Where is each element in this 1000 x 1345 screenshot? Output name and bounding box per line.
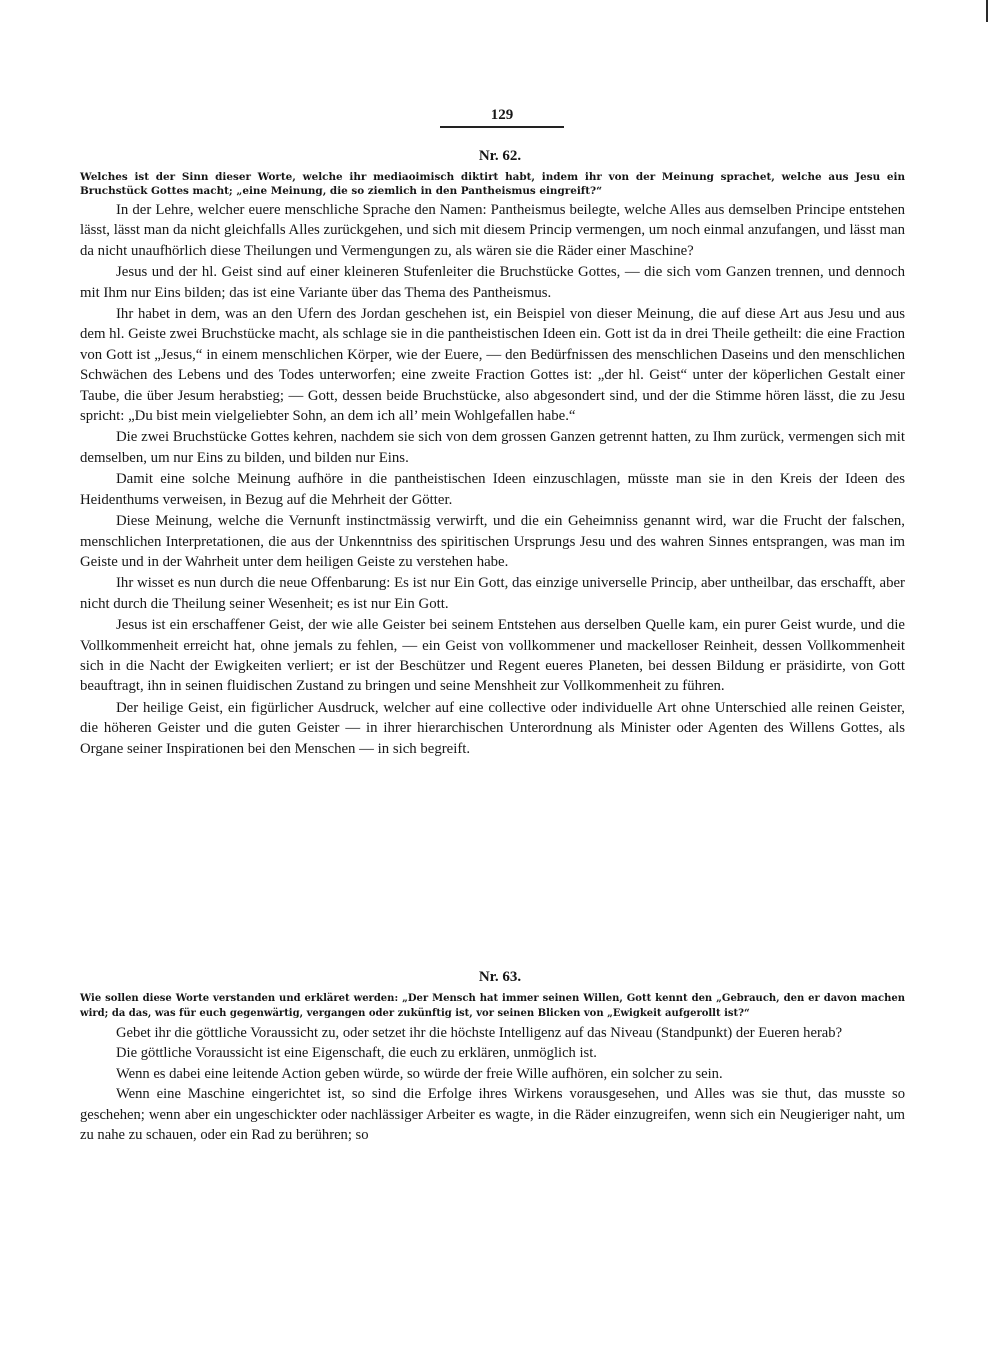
section-nr-63 <box>0 967 1000 1145</box>
header-rule <box>440 126 564 128</box>
paragraph: Jesus und der hl. Geist sind auf einer kleineren Stufenleiter die Bruchstücke Gottes, — die sich vom Ganzen trennen, und dennoch mit Ihm nur Eins bilden; das ist eine Variante über das Thema des Pantheismus. <box>80 264 905 301</box>
section-question: Wie sollen diese Worte verstanden und erkläret werden: „Der Mensch hat immer seinen Willen, Gott kennt den „Gebrauch, den er davon machen wird; da das, was für euch gegenwärtig, vergangen oder zukünftig ist, vor seinen Blicken von „Ewigkeit aufgerollt ist?“ <box>80 993 905 1019</box>
page-number: 129 <box>490 107 514 123</box>
paragraph: Die göttliche Voraussicht ist eine Eigenschaft, die euch zu erklären, unmöglich ist. <box>116 1045 597 1062</box>
section-nr-62 <box>0 146 1000 759</box>
paragraph: Wenn es dabei eine leitende Action geben würde, so würde der freie Wille aufhören, ein solcher zu sein. <box>116 1065 723 1082</box>
paragraph: Wenn eine Maschine eingerichtet ist, so sind die Erfolge ihres Wirkens vorausgesehen, und Alles was sie thut, das musste so geschehen; wenn aber ein ungeschickter oder nachlässiger Arbeiter es wagte, in die Räder einzugreifen, wenn sich ein Neugieriger naht, um zu nahe zu schauen, oder ein Rad zu berühren; so <box>80 1086 905 1144</box>
section-heading: Nr. 63. <box>478 969 522 985</box>
paragraph: Gebet ihr die göttliche Voraussicht zu, oder setzet ihr die höchste Intelligenz auf das Niveau (Standpunkt) der Eueren herab? <box>116 1025 843 1041</box>
paragraph: Ihr wisset es nun durch die neue Offenbarung: Es ist nur Ein Gott, das einzige universelle Princip, aber untheilbar, das erschafft, aber nicht durch die Theilung seiner Wesenheit; es ist nur Ein Gott. <box>80 575 905 612</box>
paragraph: Jesus ist ein erschaffener Geist, der wie alle Geister bei seinem Entstehen aus derselben Quelle kam, ein purer Geist wurde, und die Vollkommenheit erreicht hat, ohne jemals zu fehlen, — ein Geist von vollkommener und mackelloser Reinheit, dessen Vollkommenheit sich in die Nacht der Ewigkeiten verliert; er ist der Beschützer und Regent eueres Planeten, bei dessen Bildung er präsidirte, von Gott beauftragt, ihn in seinen fluidischen Zustand zu bringen und seine Menshheit zur Vollkommenheit zu führen. <box>80 617 905 695</box>
section-heading: Nr. 62. <box>478 148 522 164</box>
section-question: Welches ist der Sinn dieser Worte, welche ihr mediaoimisch diktirt habt, indem ihr von der Meinung sprachet, welche aus Jesu ein Bruchstück Gottes macht; „eine Meinung, die so ziemlich in den Pantheismus eingreift?“ <box>80 171 905 197</box>
paragraph: Die zwei Bruchstücke Gottes kehren, nachdem sie sich von dem grossen Ganzen getrennt hatten, zu Ihm zurück, vermengen sich mit demselben, um nur Eins zu bilden, und bilden nur Eins. <box>80 429 905 466</box>
scan-edge-mark <box>986 0 988 22</box>
paragraph: Der heilige Geist, ein figürlicher Ausdruck, welcher auf eine collective oder individuelle Art ohne Unterschied alle reinen Geister, die höheren Geister und die guten Geister — in ihrer hierarchischen Unterordnung als Minister oder Agenten des Willens Gottes, als Organe seiner Inspirationen bei den Menschen — in sich begreift. <box>80 699 905 757</box>
paragraph: In der Lehre, welcher euere menschliche Sprache den Namen: Pantheismus beilegte, welche Alles aus demselben Principe entstehen lässt, lässt man da nicht gleichfalls Alles zurückgehen, und sich mit diesem Princip vermengen, um noch einmal anzufangen, und lässt man da nicht unaufhörlich diese Theilungen und Vermengungen zu, als wären sie die Räder einer Maschine? <box>80 202 905 259</box>
paragraph: Damit eine solche Meinung aufhöre in die pantheistischen Ideen einzuschlagen, müsste man sie in den Kreis der Ideen des Heidenthums verweisen, in Bezug auf die Mehrheit der Götter. <box>80 471 905 508</box>
paragraph: Diese Meinung, welche die Vernunft instinctmässig verwirft, und die ein Geheimniss genannt wird, war die Frucht der falschen, menschlichen Interpretationen, die aus der Unkenntniss des spiritischen Ursprungs Jesu und des wahren Sinnes entsprangen, was man im Geiste und in der Wahrheit unter dem heiligen Geiste zu verstehen habe. <box>80 513 905 570</box>
paragraph: Ihr habet in dem, was an den Ufern des Jordan geschehen ist, ein Beispiel von dieser Meinung, die auf diese Art aus Jesu und aus dem hl. Geiste zwei Bruchstücke macht, als schlage sie in die pantheistischen Ideen ein. Gott ist da in drei Theile getheilt: die eine Fraction von Gott ist „Jesus,“ in einem menschlichen Körper, wie der Euere, — den Bedürfnissen des menschlichen Daseins und den menschlichen Schwächen des Lebens und des Todes unterworfen; eine zweite Fraction Gottes ist: „der hl. Geist“ unter der köperlichen Gestalt einer Taube, die über Jesum herabstieg; — Gott, dessen beide Bruchstücke, also abgesondert sind, und der die Stimme hören lässt, die zu Jesu spricht: „Du bist mein vielgeliebter Sohn, an dem ich all’ mein Wohlgefallen habe.“ <box>80 306 905 425</box>
